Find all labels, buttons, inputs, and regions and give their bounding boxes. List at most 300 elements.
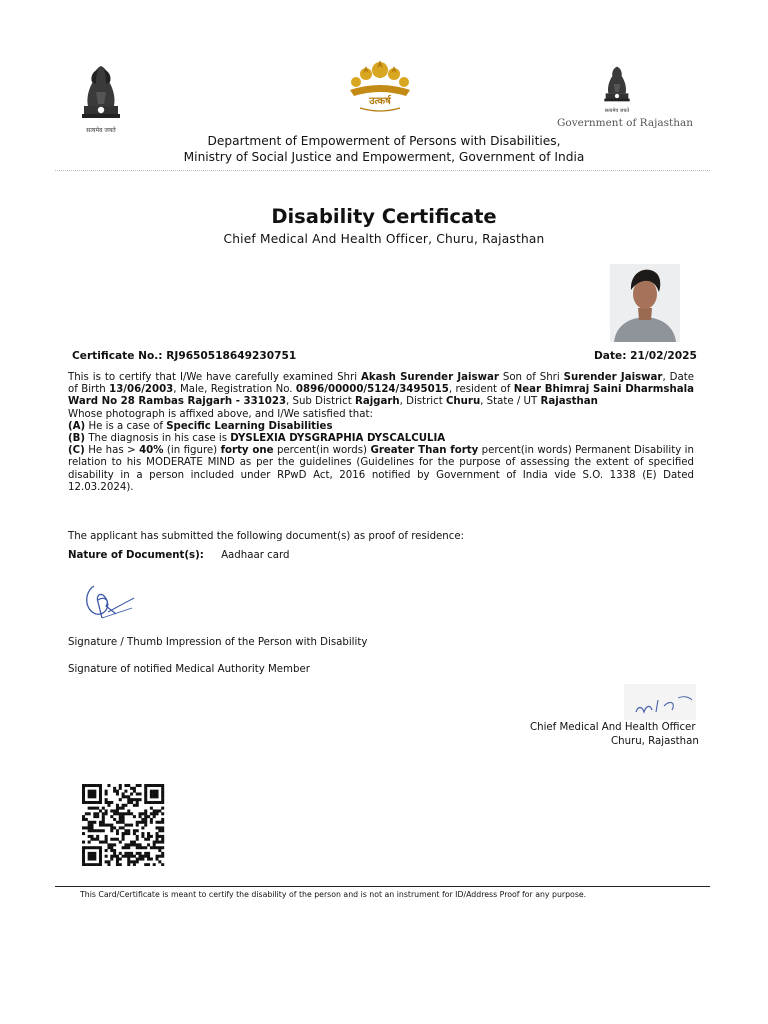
qr-module — [85, 863, 88, 866]
residence-statement: The applicant has submitted the following document(s) as proof of residence: — [68, 531, 465, 542]
qr-module — [88, 821, 91, 824]
qr-module — [93, 807, 96, 810]
qr-module — [141, 832, 144, 835]
qr-module — [116, 821, 119, 824]
qr-code — [80, 784, 166, 866]
certificate-number-value: RJ9650518649230751 — [166, 350, 297, 362]
certificate-date-value: 21/02/2025 — [630, 350, 697, 362]
qr-module — [99, 792, 102, 795]
qr-module — [141, 846, 144, 849]
qr-module — [88, 807, 91, 810]
qr-module — [150, 792, 153, 795]
qr-module — [150, 807, 153, 810]
qr-module — [124, 855, 127, 858]
qr-module — [110, 809, 113, 812]
qr-module — [113, 809, 116, 812]
qr-module — [147, 835, 150, 838]
qr-module — [93, 852, 96, 855]
ashoka-lion-icon — [76, 56, 126, 122]
qr-module — [153, 795, 156, 798]
qr-module — [161, 784, 164, 787]
qr-module — [90, 855, 93, 858]
qr-module — [133, 841, 136, 844]
qr-module — [158, 860, 161, 863]
document-nature-label: Nature of Document(s): — [68, 550, 204, 561]
qr-module — [88, 784, 91, 787]
qr-module — [153, 801, 156, 804]
qr-module — [82, 855, 85, 858]
qr-module — [153, 790, 156, 793]
qr-module — [105, 841, 108, 844]
qr-module — [105, 798, 108, 801]
qr-module — [99, 824, 102, 827]
person-photo-icon — [610, 264, 680, 342]
qr-module — [122, 826, 125, 829]
qr-module — [147, 855, 150, 858]
member-signature-label: Signature of notified Medical Authority Member — [68, 664, 310, 675]
qr-module — [99, 855, 102, 858]
qr-module — [161, 792, 164, 795]
qr-module — [110, 858, 113, 861]
qr-module — [133, 855, 136, 858]
qr-module — [110, 826, 113, 829]
qr-module — [147, 815, 150, 818]
qr-module — [116, 860, 119, 863]
qr-module — [161, 801, 164, 804]
qr-module — [124, 846, 127, 849]
qr-module — [116, 858, 119, 861]
qr-module — [133, 829, 136, 832]
qr-module — [116, 838, 119, 841]
qr-module — [116, 792, 119, 795]
qr-module — [82, 815, 85, 818]
qr-module — [88, 801, 91, 804]
qr-module — [133, 843, 136, 846]
qr-module — [99, 841, 102, 844]
qr-module — [158, 846, 161, 849]
qr-module — [141, 818, 144, 821]
qr-module — [161, 835, 164, 838]
qr-module — [116, 829, 119, 832]
qr-module — [141, 858, 144, 861]
qr-module — [116, 812, 119, 815]
qr-module — [99, 795, 102, 798]
qr-module — [93, 821, 96, 824]
qr-module — [90, 784, 93, 787]
qr-module — [144, 846, 147, 849]
qr-module — [105, 860, 108, 863]
qr-module — [161, 787, 164, 790]
qr-module — [96, 829, 99, 832]
qr-module — [119, 787, 122, 790]
qr-module — [150, 835, 153, 838]
qr-module — [156, 809, 159, 812]
qr-module — [144, 855, 147, 858]
qr-module — [156, 838, 159, 841]
qr-module — [130, 860, 133, 863]
emblem-motto: सत्यमेव जयते — [86, 127, 116, 134]
qr-module — [144, 792, 147, 795]
signature-icon — [82, 578, 142, 624]
utkarsh-logo-icon — [342, 56, 418, 116]
qr-module — [105, 790, 108, 793]
qr-module — [113, 790, 116, 793]
qr-module — [82, 801, 85, 804]
qr-module — [88, 852, 91, 855]
qr-module — [139, 798, 142, 801]
qr-module — [147, 784, 150, 787]
qr-module — [136, 860, 139, 863]
qr-module — [130, 824, 133, 827]
qr-module — [141, 821, 144, 824]
qr-module — [122, 815, 125, 818]
qr-module — [156, 801, 159, 804]
qr-module — [136, 843, 139, 846]
qr-module — [136, 846, 139, 849]
qr-module — [127, 858, 130, 861]
qr-module — [161, 795, 164, 798]
qr-module — [119, 826, 122, 829]
qr-module — [161, 818, 164, 821]
qr-module — [122, 792, 125, 795]
qr-module — [136, 792, 139, 795]
sub-district: Rajgarh — [354, 396, 400, 408]
qr-module — [158, 849, 161, 852]
qr-module — [136, 858, 139, 861]
qr-module — [139, 852, 142, 855]
qr-module — [102, 829, 105, 832]
certificate-number — [72, 350, 296, 362]
qr-module — [96, 863, 99, 866]
qr-module — [144, 784, 147, 787]
qr-module — [158, 784, 161, 787]
qr-module — [90, 821, 93, 824]
qr-module — [113, 812, 116, 815]
qr-module — [90, 801, 93, 804]
qr-module — [85, 826, 88, 829]
qr-module — [110, 855, 113, 858]
qr-module — [122, 838, 125, 841]
qr-module — [102, 807, 105, 810]
qr-module — [99, 790, 102, 793]
qr-module — [153, 809, 156, 812]
qr-module — [93, 784, 96, 787]
qr-module — [133, 787, 136, 790]
qr-module — [119, 784, 122, 787]
qr-module — [153, 784, 156, 787]
qr-module — [156, 792, 159, 795]
qr-module — [88, 858, 91, 861]
qr-module — [82, 792, 85, 795]
qr-module — [99, 852, 102, 855]
clause-b: (B) The diagnosis in his case is DYSLEXIA DYSGRAPHIA DYSCALCULIA — [68, 433, 446, 445]
document-nature-value: Aadhaar card — [221, 550, 290, 561]
qr-module — [147, 801, 150, 804]
qr-module — [88, 855, 91, 858]
clause-c: (C) He has > 40% (in figure) forty one percent(in words) Greater Than forty percent(in words) Permanent Disability in relation to his MODERATE MIND as per the guidelines (Guidelines for the purpose of assessing the extent of specified disability in a person included under RPwD Act, 2016 notified by Government of India vide S.O. 1338 (E) Dated 12.03.2024). — [68, 445, 694, 493]
qr-module — [130, 855, 133, 858]
certificate-body — [68, 372, 694, 494]
qr-module — [150, 818, 153, 821]
qr-module — [99, 849, 102, 852]
qr-module — [102, 824, 105, 827]
qr-module — [99, 787, 102, 790]
signature-icon — [622, 684, 698, 722]
qr-module — [85, 818, 88, 821]
qr-module — [127, 852, 130, 855]
disability-percent-words-2: Greater Than forty — [370, 445, 479, 457]
qr-module — [113, 843, 116, 846]
qr-module — [82, 795, 85, 798]
qr-module — [161, 846, 164, 849]
qr-module — [90, 826, 93, 829]
qr-module — [144, 824, 147, 827]
qr-module — [88, 790, 91, 793]
qr-module — [124, 795, 127, 798]
qr-module — [158, 835, 161, 838]
qr-module — [93, 846, 96, 849]
qr-module — [150, 790, 153, 793]
qr-module — [93, 863, 96, 866]
qr-module — [147, 843, 150, 846]
qr-module — [144, 818, 147, 821]
qr-module — [105, 809, 108, 812]
qr-module — [96, 815, 99, 818]
qr-module — [150, 821, 153, 824]
qr-module — [90, 792, 93, 795]
qr-module — [90, 807, 93, 810]
qr-module — [85, 784, 88, 787]
qr-module — [122, 846, 125, 849]
qr-module — [93, 792, 96, 795]
qr-module — [124, 804, 127, 807]
qr-module — [82, 787, 85, 790]
qr-module — [99, 809, 102, 812]
qr-module — [158, 841, 161, 844]
qr-module — [127, 843, 130, 846]
qr-module — [99, 829, 102, 832]
qr-module — [150, 812, 153, 815]
qr-module — [127, 829, 130, 832]
date-of-birth: 13/06/2003 — [109, 384, 174, 396]
qr-module — [119, 841, 122, 844]
qr-module — [110, 815, 113, 818]
qr-module — [136, 804, 139, 807]
qr-module — [136, 801, 139, 804]
qr-module — [161, 807, 164, 810]
qr-module — [107, 863, 110, 866]
qr-module — [161, 852, 164, 855]
qr-module — [90, 829, 93, 832]
qr-module — [133, 804, 136, 807]
qr-module — [105, 855, 108, 858]
qr-module — [156, 812, 159, 815]
qr-module — [158, 801, 161, 804]
qr-module — [82, 826, 85, 829]
qr-module — [90, 863, 93, 866]
qr-module — [99, 784, 102, 787]
qr-module — [82, 790, 85, 793]
qr-module — [141, 855, 144, 858]
qr-module — [93, 812, 96, 815]
qr-module — [147, 863, 150, 866]
qr-module — [96, 801, 99, 804]
qr-module — [136, 784, 139, 787]
qr-module — [90, 858, 93, 861]
qr-module — [124, 790, 127, 793]
qr-module — [105, 835, 108, 838]
qr-module — [144, 801, 147, 804]
qr-module — [153, 843, 156, 846]
qr-module — [156, 835, 159, 838]
qr-module — [136, 798, 139, 801]
qr-module — [122, 812, 125, 815]
qr-module — [147, 832, 150, 835]
qr-module — [144, 790, 147, 793]
qr-module — [107, 860, 110, 863]
qr-module — [85, 801, 88, 804]
qr-module — [127, 809, 130, 812]
certificate-number-label: Certificate No.: — [72, 350, 163, 362]
qr-module — [82, 784, 85, 787]
qr-module — [127, 832, 130, 835]
qr-module — [93, 858, 96, 861]
qr-module — [130, 843, 133, 846]
qr-module — [90, 790, 93, 793]
qr-module — [161, 826, 164, 829]
registration-number: 0896/00000/5124/3495015 — [295, 384, 449, 396]
qr-module — [150, 858, 153, 861]
government-of-rajasthan: Government of Rajasthan — [557, 117, 693, 129]
qr-module — [110, 838, 113, 841]
qr-module — [156, 795, 159, 798]
qr-module — [90, 852, 93, 855]
qr-module — [141, 835, 144, 838]
qr-module — [150, 801, 153, 804]
certification-paragraph: This is to certify that I/We have carefully examined Shri Akash Surender Jaiswar Son of Shri Surender Jaiswar, Date of Birth 13/06/2003, Male, Registration No. 0896/00000/5124/3495015, resident of Near Bhimraj Saini Dharmshala Ward No 28 Rambas Rajgarh - 331023, Sub District Rajgarh, District Churu, State / UT Rajasthan — [68, 372, 694, 408]
national-emblem-left — [76, 56, 126, 136]
qr-module — [153, 792, 156, 795]
qr-module — [88, 846, 91, 849]
qr-module — [82, 798, 85, 801]
qr-module — [82, 852, 85, 855]
svg-text:उत्कर्ष: उत्कर्ष — [369, 96, 391, 107]
qr-module — [127, 798, 130, 801]
qr-module — [113, 787, 116, 790]
qr-module — [130, 792, 133, 795]
district: Churu — [445, 396, 481, 408]
qr-module — [93, 795, 96, 798]
qr-module — [156, 790, 159, 793]
qr-module — [122, 832, 125, 835]
qr-module — [136, 852, 139, 855]
qr-module — [96, 838, 99, 841]
qr-module — [139, 815, 142, 818]
qr-module — [130, 787, 133, 790]
qr-module — [130, 852, 133, 855]
qr-module — [127, 860, 130, 863]
qr-module — [122, 855, 125, 858]
qr-module — [82, 818, 85, 821]
qr-module — [116, 855, 119, 858]
qr-module — [110, 849, 113, 852]
ashoka-lion-icon — [597, 60, 637, 104]
footer-disclaimer: This Card/Certificate is meant to certify the disability of the person and is not an instrument for ID/Address Proof for any purpose. — [80, 890, 587, 899]
qr-module — [158, 821, 161, 824]
qr-module — [113, 838, 116, 841]
qr-module — [156, 784, 159, 787]
qr-module — [127, 795, 130, 798]
qr-module — [102, 841, 105, 844]
qr-module — [113, 818, 116, 821]
qr-module — [124, 824, 127, 827]
qr-module — [88, 795, 91, 798]
qr-module — [161, 829, 164, 832]
qr-module — [99, 798, 102, 801]
qr-module — [130, 801, 133, 804]
qr-module — [88, 826, 91, 829]
qr-module — [136, 838, 139, 841]
qr-module — [158, 826, 161, 829]
diagnosis: DYSLEXIA DYSGRAPHIA DYSCALCULIA — [230, 433, 446, 445]
qr-module — [119, 812, 122, 815]
qr-module — [90, 835, 93, 838]
qr-module — [153, 863, 156, 866]
qr-module — [105, 801, 108, 804]
qr-module — [99, 858, 102, 861]
qr-module — [110, 801, 113, 804]
qr-module — [102, 818, 105, 821]
qr-module — [107, 843, 110, 846]
header-divider — [55, 170, 710, 171]
qr-module — [139, 792, 142, 795]
qr-module — [136, 821, 139, 824]
qr-module — [139, 855, 142, 858]
qr-module — [136, 829, 139, 832]
qr-module — [110, 829, 113, 832]
qr-module — [127, 855, 130, 858]
qr-module — [133, 860, 136, 863]
qr-module — [88, 841, 91, 844]
disability-type: Specific Learning Disabilities — [166, 420, 333, 432]
qr-module — [144, 787, 147, 790]
qr-module — [161, 798, 164, 801]
photo-statement: Whose photograph is affixed above, and I/We satisfied that: — [68, 408, 373, 420]
qr-module — [144, 821, 147, 824]
qr-module — [116, 804, 119, 807]
qr-module — [93, 790, 96, 793]
qr-module — [113, 849, 116, 852]
qr-module — [153, 841, 156, 844]
qr-module — [158, 829, 161, 832]
disability-percent-words: forty one — [220, 445, 274, 457]
qr-module — [130, 798, 133, 801]
qr-module — [127, 812, 130, 815]
applicant-photo — [610, 264, 680, 342]
qr-module — [102, 815, 105, 818]
qr-module — [88, 835, 91, 838]
qr-module — [96, 835, 99, 838]
footer-divider — [55, 886, 710, 887]
qr-module — [88, 829, 91, 832]
qr-module — [161, 790, 164, 793]
qr-module — [122, 807, 125, 810]
qr-module — [124, 832, 127, 835]
issuing-authority: Chief Medical And Health Officer, Churu, Rajasthan — [223, 232, 545, 246]
qr-module — [141, 812, 144, 815]
qr-module — [127, 863, 130, 866]
qr-module — [158, 809, 161, 812]
